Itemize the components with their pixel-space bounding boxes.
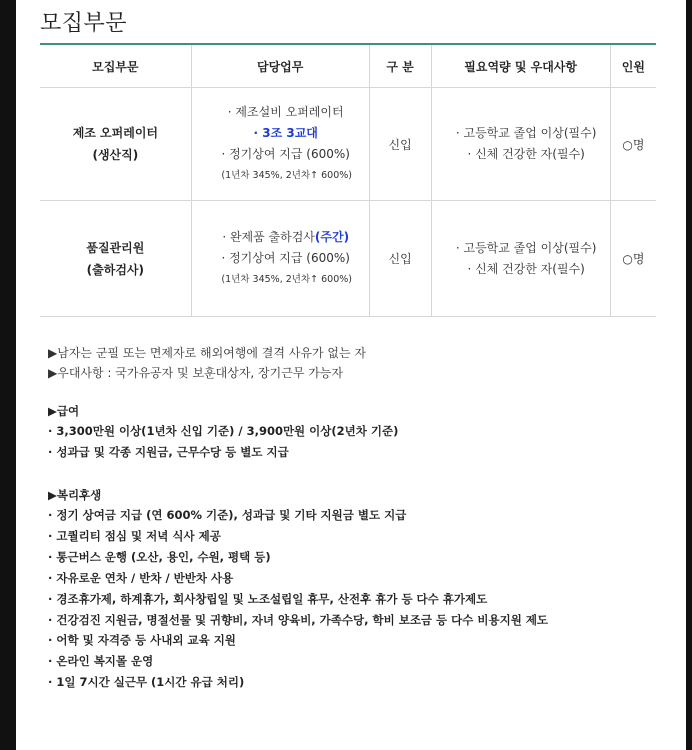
table-row xyxy=(40,201,656,317)
position-name: 품질관리원 xyxy=(86,240,145,255)
welfare-item: · 자유로운 연차 / 반차 / 반반차 사용 xyxy=(48,570,234,585)
requirement-item: · 고등학교 졸업 이상(필수) xyxy=(455,240,597,255)
salary-item: · 성과급 및 각종 지원금, 근무수당 등 별도 지급 xyxy=(48,444,289,459)
recruitment-table xyxy=(40,43,656,317)
position-name: 제조 오퍼레이터 xyxy=(72,126,159,140)
welfare-heading: ▶복리후생 xyxy=(48,488,102,502)
job-posting-page xyxy=(16,0,686,750)
table-header-row xyxy=(40,44,656,88)
welfare-item: · 정기 상여금 지급 (연 600% 기준), 성과급 및 기타 지원금 별도 지급 xyxy=(48,508,407,522)
count-cell: ○명 xyxy=(610,88,656,201)
welfare-item: · 1일 7시간 실근무 (1시간 유급 처리) xyxy=(48,675,245,690)
welfare-item: · 온라인 복지몰 운영 xyxy=(48,654,154,669)
header-requirements: 필요역량 및 우대사항 xyxy=(431,44,610,88)
daytime-highlight: (주간) xyxy=(314,230,350,244)
welfare-item: · 건강검진 지원금, 명절선물 및 귀향비, 자녀 양육비, 가족수당, 학비 보조금 등 다수 비용지원 제도 xyxy=(48,612,549,627)
duty-item: · 정기상여 지급 (600%) xyxy=(221,147,350,161)
header-type: 구 분 xyxy=(369,44,431,88)
window-frame-right xyxy=(686,0,692,750)
note-item: ▶남자는 군필 또는 면제자로 해외여행에 결격 사유가 없는 자 xyxy=(48,346,366,360)
type-cell: 신입 xyxy=(369,88,431,201)
duty-item: · 정기상여 지급 (600%) xyxy=(221,251,350,265)
duty-item: · 제조설비 오퍼레이터 xyxy=(227,105,344,119)
header-position: 모집부문 xyxy=(40,44,191,88)
type-cell: 신입 xyxy=(369,201,431,317)
requirement-item: · 신체 건강한 자(필수) xyxy=(467,147,585,161)
table-row xyxy=(40,88,656,201)
requirements-cell xyxy=(431,88,610,201)
duty-cell xyxy=(191,201,369,317)
position-cell xyxy=(40,88,191,201)
page-title: 모집부문 xyxy=(40,11,128,36)
salary-item: · 3,300만원 이상(1년차 신입 기준) / 3,900만원 이상(2년차 기준) xyxy=(48,424,399,438)
welfare-section xyxy=(48,485,548,693)
header-duty: 담당업무 xyxy=(191,44,369,88)
position-subtitle: (출하검사) xyxy=(86,262,145,277)
salary-section xyxy=(48,401,398,463)
duty-text: · 완제품 출하검사 xyxy=(222,230,315,244)
welfare-item: · 경조휴가제, 하계휴가, 회사창립일 및 노조설립일 휴무, 산전후 휴가 등 다수 휴가제도 xyxy=(48,591,488,606)
duty-cell xyxy=(191,88,369,201)
requirement-item: · 신체 건강한 자(필수) xyxy=(467,261,585,276)
position-cell xyxy=(40,201,191,317)
header-count: 인원 xyxy=(610,44,656,88)
welfare-item: · 통근버스 운행 (오산, 용인, 수원, 평택 등) xyxy=(48,549,271,564)
duty-item xyxy=(204,227,368,248)
duty-note: (1년차 345%, 2년차↑ 600%) xyxy=(221,274,352,285)
duty-note: (1년차 345%, 2년차↑ 600%) xyxy=(221,170,352,181)
duty-item xyxy=(204,123,368,144)
note-item: ▶우대사항 : 국가유공자 및 보훈대상자, 장기근무 가능자 xyxy=(48,366,343,380)
salary-heading: ▶급여 xyxy=(48,404,80,418)
eligibility-notes xyxy=(48,343,366,383)
requirements-cell xyxy=(431,201,610,317)
requirement-item: · 고등학교 졸업 이상(필수) xyxy=(455,126,597,140)
welfare-item: · 어학 및 자격증 등 사내외 교육 지원 xyxy=(48,633,236,648)
position-subtitle: (생산직) xyxy=(92,148,139,162)
count-cell: ○명 xyxy=(610,201,656,317)
shift-highlight: · 3조 3교대 xyxy=(253,126,318,140)
welfare-item: · 고퀄리티 점심 및 저녁 식사 제공 xyxy=(48,528,221,543)
window-frame-left xyxy=(0,0,16,750)
